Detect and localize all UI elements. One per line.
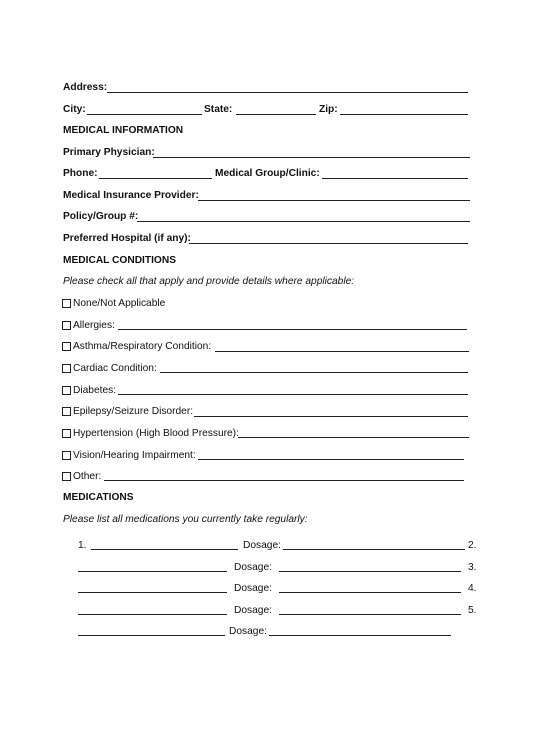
conditions-instructions: Please check all that apply and provide details where applicable:	[63, 276, 355, 287]
dosage-label: Dosage:	[234, 583, 272, 594]
condition-label-asthma: Asthma/Respiratory Condition:	[73, 341, 212, 352]
insurance-provider-field[interactable]	[198, 200, 470, 201]
checkbox-hypertension[interactable]	[62, 429, 71, 438]
zip-field[interactable]	[340, 114, 468, 115]
condition-label-other: Other:	[73, 471, 102, 482]
medication-name-field[interactable]	[78, 614, 227, 615]
medication-name-field[interactable]	[91, 549, 238, 550]
condition-label-allergies: Allergies:	[73, 320, 115, 331]
checkbox-epilepsy[interactable]	[62, 407, 71, 416]
policy-group-label: Policy/Group #:	[63, 211, 139, 222]
allergies-details-field[interactable]	[118, 329, 467, 330]
checkbox-cardiac[interactable]	[62, 364, 71, 373]
city-field[interactable]	[87, 114, 202, 115]
medication-name-field[interactable]	[78, 571, 227, 572]
condition-label-vision-hearing: Vision/Hearing Impairment:	[73, 450, 196, 461]
dosage-field[interactable]	[279, 592, 461, 593]
address-label: Address:	[63, 82, 108, 93]
medical-group-label: Medical Group/Clinic:	[215, 168, 320, 179]
asthma-details-field[interactable]	[215, 351, 469, 352]
checkbox-other[interactable]	[62, 472, 71, 481]
preferred-hospital-label: Preferred Hospital (if any):	[63, 233, 191, 244]
medication-number: 2.	[468, 540, 477, 551]
primary-physician-field[interactable]	[153, 157, 470, 158]
medications-heading: MEDICATIONS	[63, 492, 134, 503]
condition-label-diabetes: Diabetes:	[73, 385, 117, 396]
medication-number: 3.	[468, 562, 477, 573]
dosage-label: Dosage:	[229, 626, 267, 637]
zip-label: Zip:	[319, 104, 338, 115]
condition-label-hypertension: Hypertension (High Blood Pressure):	[73, 428, 239, 439]
checkbox-allergies[interactable]	[62, 321, 71, 330]
phone-field[interactable]	[99, 178, 212, 179]
hypertension-details-field[interactable]	[238, 437, 469, 438]
cardiac-details-field[interactable]	[160, 372, 468, 373]
dosage-field[interactable]	[269, 635, 451, 636]
condition-label-epilepsy: Epilepsy/Seizure Disorder:	[73, 406, 194, 417]
epilepsy-details-field[interactable]	[194, 416, 468, 417]
dosage-label: Dosage:	[234, 562, 272, 573]
city-label: City:	[63, 104, 86, 115]
medications-instructions: Please list all medications you currently take regularly:	[63, 514, 308, 525]
vision-hearing-details-field[interactable]	[198, 459, 464, 460]
dosage-field[interactable]	[279, 571, 461, 572]
medical-information-heading: MEDICAL INFORMATION	[63, 125, 184, 136]
checkbox-diabetes[interactable]	[62, 386, 71, 395]
checkbox-vision-hearing[interactable]	[62, 451, 71, 460]
preferred-hospital-field[interactable]	[189, 243, 468, 244]
checkbox-none[interactable]	[62, 299, 71, 308]
medical-conditions-heading: MEDICAL CONDITIONS	[63, 255, 177, 266]
dosage-field[interactable]	[279, 614, 461, 615]
address-field[interactable]	[107, 92, 468, 93]
dosage-field[interactable]	[283, 549, 465, 550]
primary-physician-label: Primary Physician:	[63, 147, 155, 158]
medication-name-field[interactable]	[78, 592, 227, 593]
dosage-label: Dosage:	[234, 605, 272, 616]
medication-number: 1.	[78, 540, 87, 551]
dosage-label: Dosage:	[243, 540, 281, 551]
medical-group-field[interactable]	[322, 178, 468, 179]
insurance-provider-label: Medical Insurance Provider:	[63, 190, 199, 201]
other-details-field[interactable]	[104, 480, 464, 481]
policy-group-field[interactable]	[137, 221, 470, 222]
phone-label: Phone:	[63, 168, 98, 179]
condition-label-none: None/Not Applicable	[73, 298, 166, 309]
medication-name-field[interactable]	[78, 635, 225, 636]
diabetes-details-field[interactable]	[118, 394, 468, 395]
condition-label-cardiac: Cardiac Condition:	[73, 363, 157, 374]
medication-number: 4.	[468, 583, 477, 594]
state-field[interactable]	[236, 114, 316, 115]
medication-number: 5.	[468, 605, 477, 616]
state-label: State:	[204, 104, 233, 115]
checkbox-asthma[interactable]	[62, 342, 71, 351]
